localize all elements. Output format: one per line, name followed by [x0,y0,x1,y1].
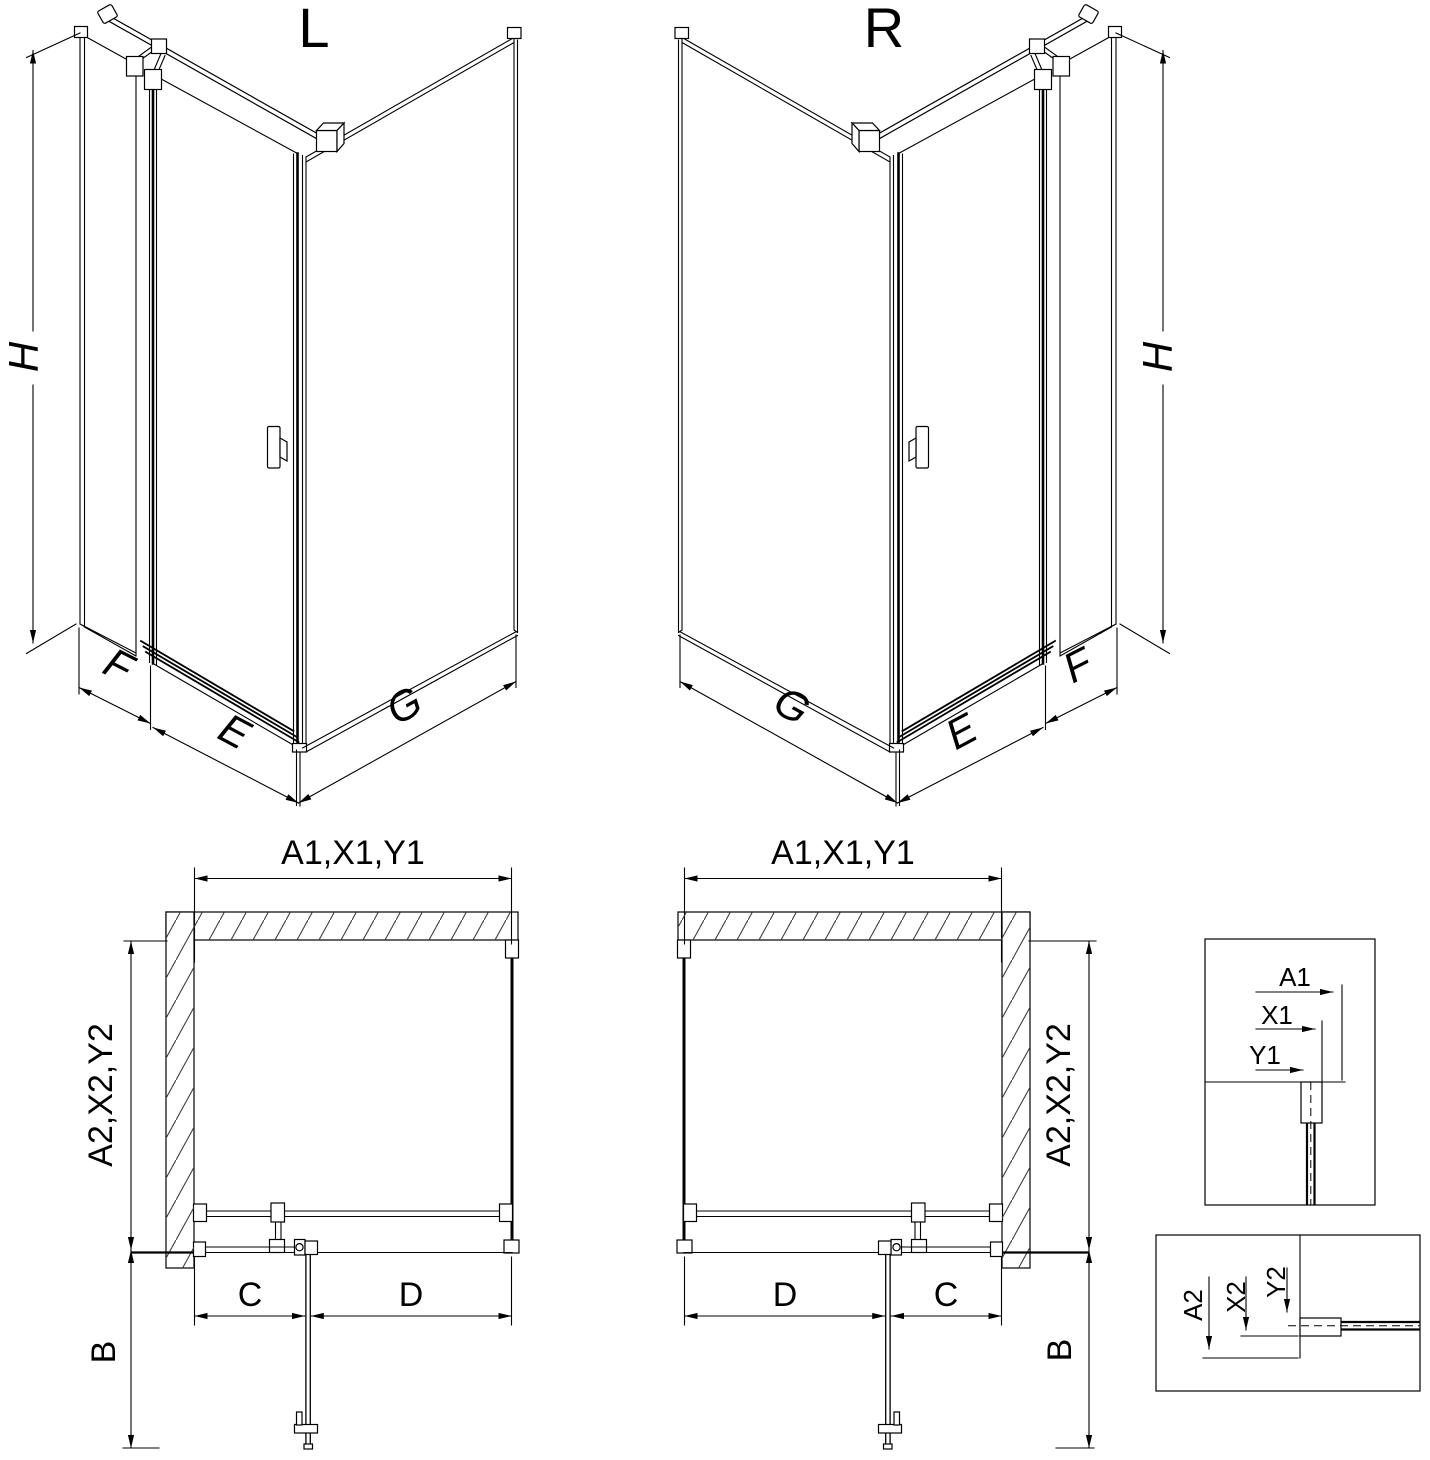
detail-label-x1: X1 [1261,1000,1293,1030]
dim-label-width: A1,X1,Y1 [281,834,425,872]
plan-view-left [82,834,519,1449]
dim-label-d: D [398,1276,424,1314]
dim-label-return-panel: G [378,676,430,734]
dim-label-door: E [937,703,985,759]
dim-label-return-panel: G [766,676,818,734]
wall-profile-section [1300,1318,1341,1336]
dim-label-width: A1,X1,Y1 [771,834,915,872]
wall-hatch [166,912,518,940]
detail-label-a2: A2 [1178,1289,1208,1321]
detail-label-a1: A1 [1279,962,1311,992]
detail-label-y1: Y1 [1249,1040,1281,1070]
dim-label-height: H [0,341,47,373]
iso-view-left [0,0,521,806]
detail-depth-references [1156,1235,1420,1391]
dim-label-c: C [237,1276,263,1314]
version-title-right: R [863,0,905,59]
plan-view-right [677,834,1096,1449]
dim-label-depth: A2,X2,Y2 [1040,1023,1078,1167]
detail-width-references [1205,939,1375,1205]
dim-label-door: E [211,703,259,759]
iso-view-right [675,0,1181,806]
dim-label-door-projection: B [1041,1338,1079,1362]
dim-label-door-projection: B [85,1340,123,1364]
detail-label-x2: X2 [1221,1281,1251,1313]
wall-hatch [1002,940,1030,1268]
detail-label-y2: Y2 [1261,1266,1291,1298]
dim-label-side-panel: F [96,638,141,692]
dim-label-c: C [933,1276,959,1314]
dim-label-height: H [1134,341,1181,373]
dim-label-depth: A2,X2,Y2 [82,1023,120,1167]
version-title-left: L [298,0,330,59]
dim-label-d: D [772,1276,798,1314]
wall-hatch [678,912,1030,940]
wall-profile-section [1301,1082,1322,1123]
wall-hatch [166,940,194,1268]
dim-label-side-panel: F [1055,638,1100,692]
